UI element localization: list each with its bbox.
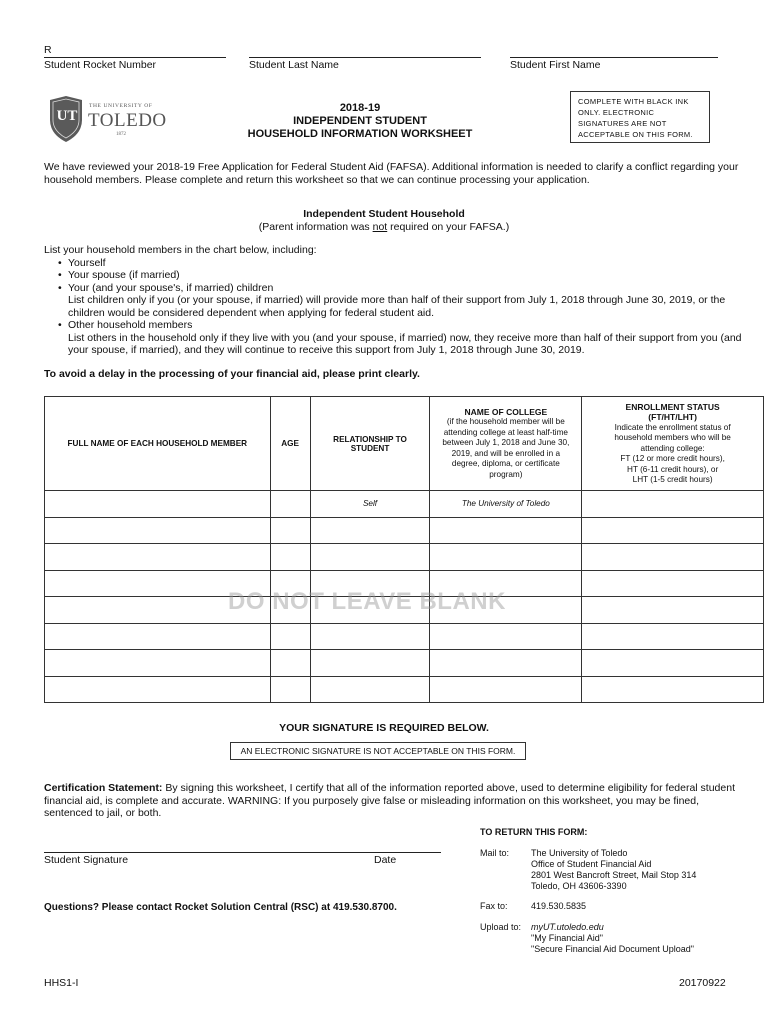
logo-university-line: THE UNIVERSITY OF — [89, 103, 153, 109]
logo-year: 1872 — [116, 132, 126, 137]
mail-label: Mail to: — [480, 848, 510, 858]
college-cell[interactable] — [430, 650, 582, 677]
enrollment-cell[interactable] — [582, 676, 764, 703]
last-name-label: Student Last Name — [249, 59, 339, 71]
name-cell[interactable] — [45, 650, 271, 677]
rocket-number-field[interactable] — [44, 42, 226, 58]
questions-contact: Questions? Please contact Rocket Solution Central (RSC) at 419.530.8700. — [44, 902, 397, 913]
name-cell[interactable] — [45, 544, 271, 571]
title-line-2: INDEPENDENT STUDENT — [293, 115, 427, 127]
list-item-detail: List children only if you (or your spouse, if married) will provide more than half of their support from July 1, 2018 through June 30, 2019, or the — [68, 294, 726, 306]
relationship-cell[interactable] — [310, 676, 430, 703]
name-cell[interactable] — [45, 491, 271, 518]
age-cell[interactable] — [270, 650, 310, 677]
notice-line-3: SIGNATURES ARE NOT — [578, 119, 667, 128]
table-row — [45, 544, 764, 571]
ink-notice-box — [570, 91, 710, 143]
table-row — [45, 676, 764, 703]
table-row — [45, 650, 764, 677]
university-logo — [44, 96, 167, 146]
name-cell[interactable] — [45, 517, 271, 544]
date-label: Date — [374, 854, 397, 866]
list-item: • Your (and your spouse's, if married) children List children only if you (or your spouse, if married) will provide more than half of their support from July 1, 2018 through June 30, 2019, or the children would be considered dependent when applying for federal student aid. — [58, 282, 764, 320]
col-header-enrollment: ENROLLMENT STATUS (FT/HT/LHT) Indicate the enrollment status of household members who will be attending college: FT (12 or more credit hours), HT (6-11 credit hours), or LHT (1-5 credit hours) — [582, 397, 764, 491]
revision-number: 20170922 — [679, 977, 726, 989]
section-subtitle: (Parent information was not required on your FAFSA.) — [258, 221, 510, 233]
age-cell[interactable] — [270, 676, 310, 703]
college-cell[interactable] — [430, 544, 582, 571]
print-clearly-note: To avoid a delay in the processing of your financial aid, please print clearly. — [44, 368, 420, 380]
college-cell: The University of Toledo — [430, 491, 582, 518]
not-emphasis: not — [372, 221, 388, 233]
enrollment-cell[interactable] — [582, 650, 764, 677]
logo-name: TOLEDO — [88, 110, 167, 131]
enrollment-cell[interactable] — [582, 544, 764, 571]
college-cell[interactable] — [430, 676, 582, 703]
last-name-field[interactable] — [249, 42, 481, 58]
return-heading: TO RETURN THIS FORM: — [480, 827, 588, 837]
notice-line-2: ONLY. ELECTRONIC — [578, 108, 655, 117]
enrollment-cell[interactable] — [582, 491, 764, 518]
watermark: DO NOT LEAVE BLANK — [228, 588, 506, 615]
relationship-cell[interactable] — [310, 544, 430, 571]
rocket-prefix: R — [44, 44, 52, 56]
mail-address: The University of Toledo Office of Student Financial Aid 2801 West Bancroft Street, Mail Stop 314 Toledo, OH 43606-3390 — [531, 848, 697, 891]
signature-required: YOUR SIGNATURE IS REQUIRED BELOW. — [279, 722, 489, 734]
student-signature-label: Student Signature — [44, 854, 129, 866]
col-header-age: AGE — [270, 397, 310, 491]
fax-label: Fax to: — [480, 901, 508, 911]
age-cell[interactable] — [270, 491, 310, 518]
name-cell[interactable] — [45, 623, 271, 650]
age-cell[interactable] — [270, 517, 310, 544]
enrollment-cell[interactable] — [582, 623, 764, 650]
rocket-number-label: Student Rocket Number — [44, 59, 157, 71]
college-cell[interactable] — [430, 623, 582, 650]
upload-link[interactable]: myUT.utoledo.edu — [531, 922, 604, 932]
notice-line-4: ACCEPTABLE ON THIS FORM. — [578, 130, 693, 139]
relationship-cell[interactable] — [310, 623, 430, 650]
list-intro: List your household members in the chart below, including: — [44, 244, 317, 256]
fax-number: 419.530.5835 — [531, 901, 587, 911]
electronic-signature-notice: AN ELECTRONIC SIGNATURE IS NOT ACCEPTABLE ON THIS FORM. — [230, 742, 526, 760]
title-line-3: HOUSEHOLD INFORMATION WORKSHEET — [247, 128, 473, 140]
upload-label: Upload to: — [480, 922, 522, 932]
col-header-college: NAME OF COLLEGE (if the household member will be attending college at least half-time between July 1, 2018 and June 30, 2019, and will be enrolled in a degree, diploma, or certificate program) — [430, 397, 582, 491]
relationship-cell[interactable] — [310, 517, 430, 544]
certification-statement: Certification Statement: By signing this worksheet, I certify that all of the information reported above, used to determine eligibility for federal student financial aid, is complete and accurate. WARNING: If you purposely give false or misleading information on this worksheet, you may be fined, sentenced to jail, or both. — [44, 782, 735, 819]
upload-details: myUT.utoledo.edu "My Financial Aid" "Secure Financial Aid Document Upload" — [531, 922, 694, 954]
age-cell[interactable] — [270, 544, 310, 571]
first-name-label: Student First Name — [510, 59, 601, 71]
name-cell[interactable] — [45, 676, 271, 703]
first-name-field[interactable] — [510, 42, 718, 58]
relationship-cell: Self — [310, 491, 430, 518]
col-header-name: FULL NAME OF EACH HOUSEHOLD MEMBER — [45, 397, 271, 491]
intro-line-2: household members. Please complete and return this worksheet so that we can continue processing your application. — [44, 174, 590, 186]
enrollment-cell[interactable] — [582, 570, 764, 597]
table-row — [45, 517, 764, 544]
section-heading — [44, 208, 724, 234]
list-item-detail: children would be considered dependent when applying for federal student aid. — [68, 306, 435, 319]
college-cell[interactable] — [430, 517, 582, 544]
list-item: • Other household members List others in the household only if they live with you (and your spouse, if married) now, they receive more than half of their support from you (and your spouse, if married), and they will continue to receive this support from July 1, 2018 through June 30, 2019. — [58, 319, 764, 357]
intro-line-1: We have reviewed your 2018-19 Free Application for Federal Student Aid (FAFSA). Additional information is needed to clarify a conflict regarding your — [44, 161, 739, 173]
enrollment-cell[interactable] — [582, 597, 764, 624]
section-title: Independent Student Household — [303, 208, 465, 220]
intro-paragraph — [44, 161, 764, 187]
table-row-self — [45, 491, 764, 518]
list-item: • Yourself — [58, 257, 764, 270]
list-item: • Your spouse (if married) — [58, 269, 764, 282]
household-instructions — [44, 244, 764, 357]
col-header-relationship: RELATIONSHIP TO STUDENT — [310, 397, 430, 491]
list-item-detail: your spouse, if married), and they will continue to receive this support from July 1, 2018 through June 30, 2019. — [68, 344, 585, 356]
page-title — [230, 102, 490, 141]
logo-monogram: UT — [56, 108, 78, 124]
list-item-detail: List others in the household only if they live with you (and your spouse, if married) now, they receive more than half of their support from you (and — [68, 331, 742, 344]
relationship-cell[interactable] — [310, 650, 430, 677]
form-code: HHS1-I — [44, 977, 79, 989]
signature-field[interactable] — [44, 838, 441, 853]
title-year: 2018-19 — [339, 102, 381, 114]
table-header-row — [45, 397, 764, 491]
household-table — [44, 396, 764, 703]
age-cell[interactable] — [270, 623, 310, 650]
table-row — [45, 623, 764, 650]
enrollment-cell[interactable] — [582, 517, 764, 544]
notice-line-1: COMPLETE WITH BLACK INK — [578, 97, 689, 106]
